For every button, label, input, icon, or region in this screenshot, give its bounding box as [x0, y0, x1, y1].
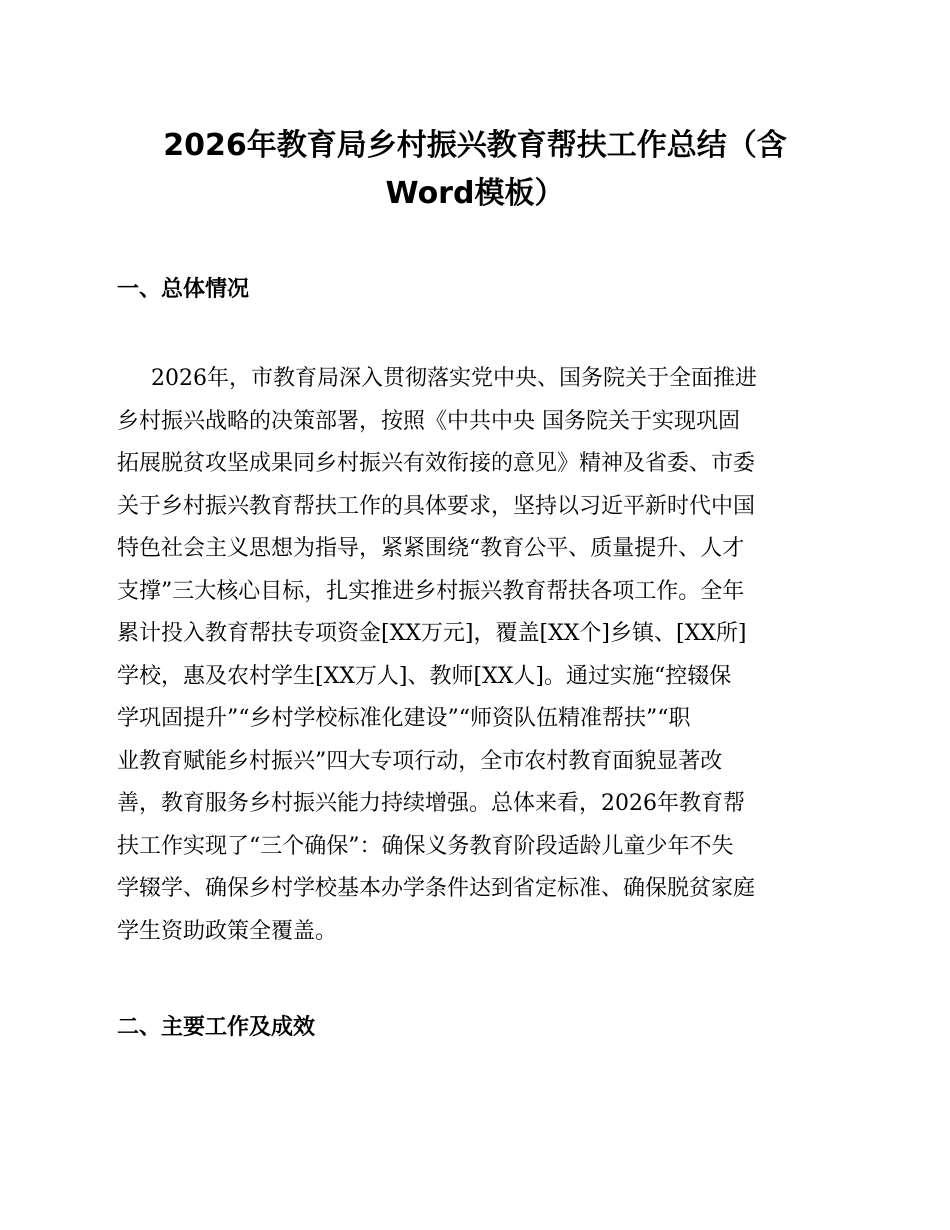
paragraph-line: 乡村振兴战略的决策部署，按照《中共中央 国务院关于实现巩固 [117, 408, 740, 434]
paragraph-line: 学巩固提升”“乡村学校标准化建设”“师资队伍精准帮扶”“职 [117, 706, 691, 731]
title-line: 2026年教育局乡村振兴教育帮扶工作总结（含 [163, 128, 787, 163]
paragraph-line: 关于乡村振兴教育帮扶工作的具体要求，坚持以习近平新时代中国 [117, 493, 756, 519]
paragraph-line: 扶工作实现了“三个确保”：确保义务教育阶段适龄儿童少年不失 [117, 833, 734, 859]
paragraph-line: 学校，惠及农村学生[XX万人]、教师[XX人]。通过实施“控辍保 [117, 663, 732, 689]
overview-paragraph [117, 358, 837, 953]
paragraph-line: 支撑”三大核心目标，扎实推进乡村振兴教育帮扶各项工作。全年 [117, 578, 745, 604]
paragraph-line: 善，教育服务乡村振兴能力持续增强。总体来看，2026年教育帮 [117, 791, 745, 816]
paragraph-line: 学生资助政策全覆盖。 [117, 918, 338, 944]
section-heading-overview: 一、总体情况 [117, 277, 250, 302]
paragraph-line: 累计投入教育帮扶专项资金[XX万元]，覆盖[XX个]乡镇、[XX所] [117, 621, 747, 646]
paragraph-line: 业教育赋能乡村振兴”四大专项行动，全市农村教育面貌显著改 [117, 748, 723, 774]
paragraph-line: 拓展脱贫攻坚成果同乡村振兴有效衔接的意见》精神及省委、市委 [117, 451, 756, 476]
paragraph-line: 2026年，市教育局深入贯彻落实党中央、国务院关于全面推进 [151, 366, 757, 391]
title-line: Word模板） [385, 176, 565, 211]
paragraph-line: 学辍学、确保乡村学校基本办学条件达到省定标准、确保脱贫家庭 [117, 876, 756, 901]
paragraph-line: 特色社会主义思想为指导，紧紧围绕“教育公平、质量提升、人才 [117, 536, 745, 561]
section-heading-main-work: 二、主要工作及成效 [117, 1015, 316, 1040]
document-title [100, 122, 850, 218]
